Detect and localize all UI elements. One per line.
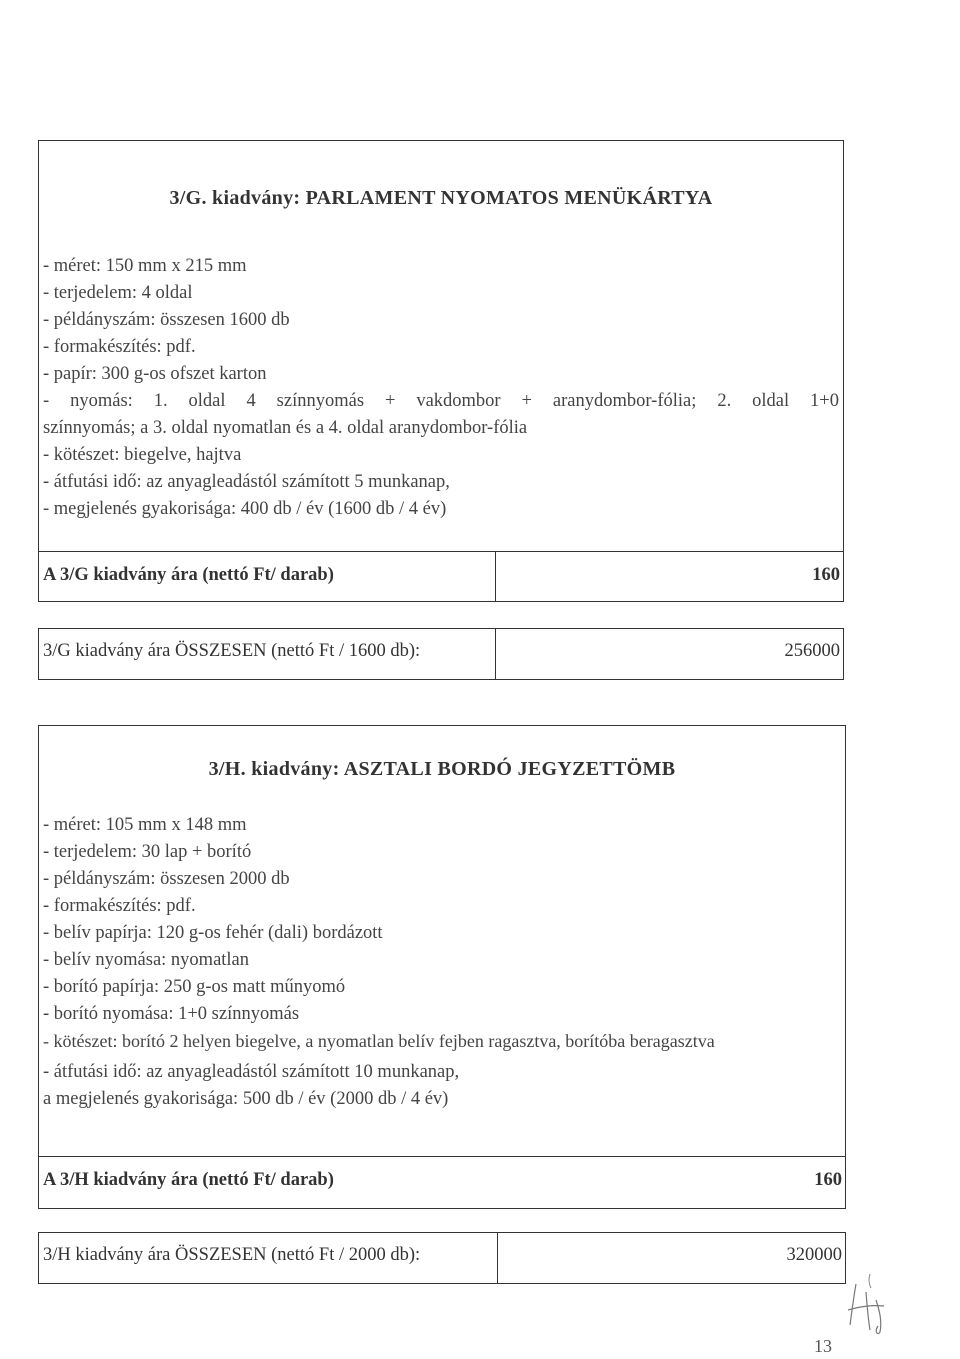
section-g-title: 3/G. kiadvány: PARLAMENT NYOMATOS MENÜKÁRTYA	[169, 187, 713, 209]
total-price-label: 3/H kiadvány ára ÖSSZESEN (nettó Ft / 2000 db):	[43, 1245, 421, 1265]
spec-item: - kötészet: borító 2 helyen biegelve, a nyomatlan belív fejben ragasztva, borítóba beragasztva	[43, 1031, 715, 1051]
unit-price-label: A 3/G kiadvány ára (nettó Ft/ darab)	[43, 565, 334, 585]
section-g-spec-list	[39, 253, 843, 523]
spec-item: - papír: 300 g-os ofszet karton	[43, 364, 267, 384]
spec-item: színnyomás; a 3. oldal nyomatlan és a 4. oldal aranydombor-fólia	[43, 418, 528, 438]
spec-item: - megjelenés gyakorisága: 400 db / év (1600 db / 4 év)	[43, 499, 447, 519]
spec-item: - kötészet: biegelve, hajtva	[43, 445, 242, 465]
section-g-total-box	[38, 628, 844, 680]
spec-item: - terjedelem: 4 oldal	[43, 283, 193, 303]
spec-item: - átfutási idő: az anyagleadástól számított 5 munkanap,	[43, 472, 450, 492]
spec-item: - borító papírja: 250 g-os matt műnyomó	[43, 977, 346, 997]
total-price-label: 3/G kiadvány ára ÖSSZESEN (nettó Ft / 1600 db):	[43, 641, 421, 661]
spec-item: - terjedelem: 30 lap + borító	[43, 842, 252, 862]
section-h-spec-list	[39, 812, 845, 1113]
total-price-value: 320000	[786, 1245, 842, 1265]
unit-price-value: 160	[812, 565, 840, 585]
page-number: 13	[814, 1336, 832, 1356]
section-h-total-box	[38, 1232, 846, 1284]
spec-item: - nyomás: 1. oldal 4 színnyomás + vakdombor + aranydombor-fólia; 2. oldal 1+0	[43, 391, 839, 411]
section-h-title: 3/H. kiadvány: ASZTALI BORDÓ JEGYZETTÖMB	[208, 758, 676, 780]
spec-item: - példányszám: összesen 2000 db	[43, 869, 290, 889]
spec-item: - átfutási idő: az anyagleadástól számított 10 munkanap,	[43, 1062, 460, 1082]
spec-item: - formakészítés: pdf.	[43, 896, 196, 916]
spec-item: - belív papírja: 120 g-os fehér (dali) bordázott	[43, 923, 383, 943]
spec-item: - méret: 105 mm x 148 mm	[43, 815, 247, 835]
unit-price-value: 160	[814, 1170, 842, 1190]
handwritten-initials-signature	[840, 1270, 910, 1340]
spec-item: - példányszám: összesen 1600 db	[43, 310, 290, 330]
divider	[495, 629, 496, 679]
spec-item: - belív nyomása: nyomatlan	[43, 950, 250, 970]
spec-item: - borító nyomása: 1+0 színnyomás	[43, 1004, 300, 1024]
section-g-unit-price-row	[39, 551, 843, 602]
divider	[497, 1233, 498, 1283]
section-h-box	[38, 725, 846, 1209]
spec-item: - méret: 150 mm x 215 mm	[43, 256, 247, 276]
spec-item: - formakészítés: pdf.	[43, 337, 196, 357]
spec-item: a megjelenés gyakorisága: 500 db / év (2000 db / 4 év)	[43, 1089, 449, 1109]
unit-price-label: A 3/H kiadvány ára (nettó Ft/ darab)	[43, 1170, 334, 1190]
section-g-box	[38, 140, 844, 602]
section-h-unit-price-row	[39, 1156, 845, 1207]
total-price-value: 256000	[784, 641, 840, 661]
divider	[495, 552, 496, 602]
